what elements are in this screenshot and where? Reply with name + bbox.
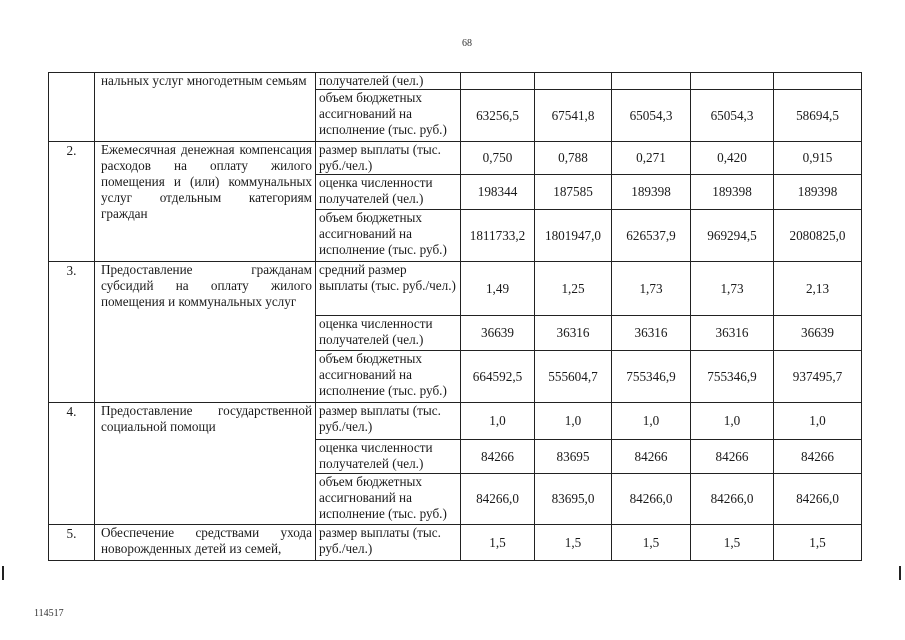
value-cell-year-4: 84266,0: [691, 474, 774, 525]
value-cell-year-4: 1,0: [691, 403, 774, 440]
measure-name: Обеспечение средствами ухода новорожденных детей из семей,: [95, 525, 316, 561]
value-cell-year-1: 36639: [461, 316, 535, 351]
value-cell-year-3: 626537,9: [612, 210, 691, 262]
value-cell-year-4: 84266: [691, 440, 774, 474]
value-cell-year-1: 1,5: [461, 525, 535, 561]
value-cell-year-3: 1,5: [612, 525, 691, 561]
value-cell-year-3: 189398: [612, 175, 691, 210]
value-cell-year-5: 2,13: [774, 262, 862, 316]
value-cell-year-4: 65054,3: [691, 90, 774, 142]
indicator-label: размер выплаты (тыс. руб./чел.): [316, 403, 461, 440]
value-cell-year-4: 755346,9: [691, 351, 774, 403]
value-cell-year-1: [461, 73, 535, 90]
value-cell-year-2: 67541,8: [535, 90, 612, 142]
item-number: 2.: [49, 142, 95, 262]
value-cell-year-3: 0,271: [612, 142, 691, 175]
indicator-label: получателей (чел.): [316, 73, 461, 90]
value-cell-year-2: [535, 73, 612, 90]
value-cell-year-2: 83695: [535, 440, 612, 474]
measure-name: Ежемесячная денежная компенсация расходов на оплату жилого помещения и (или) коммунальных услуг отдельным категориям граждан: [95, 142, 316, 262]
value-cell-year-1: 63256,5: [461, 90, 535, 142]
indicator-label: оценка численности получателей (чел.): [316, 440, 461, 474]
value-cell-year-2: 0,788: [535, 142, 612, 175]
indicator-label: объем бюджетных ассигнований на исполнение (тыс. руб.): [316, 210, 461, 262]
value-cell-year-1: 1,49: [461, 262, 535, 316]
value-cell-year-1: 664592,5: [461, 351, 535, 403]
indicator-label: объем бюджетных ассигнований на исполнение (тыс. руб.): [316, 474, 461, 525]
value-cell-year-2: 1,25: [535, 262, 612, 316]
table-row: [49, 403, 862, 440]
value-cell-year-3: 755346,9: [612, 351, 691, 403]
value-cell-year-5: 58694,5: [774, 90, 862, 142]
value-cell-year-5: 937495,7: [774, 351, 862, 403]
indicator-label: средний размер выплаты (тыс. руб./чел.): [316, 262, 461, 316]
value-cell-year-5: 2080825,0: [774, 210, 862, 262]
item-number: 3.: [49, 262, 95, 403]
value-cell-year-2: 83695,0: [535, 474, 612, 525]
table-row: [49, 142, 862, 175]
indicator-label: объем бюджетных ассигнований на исполнение (тыс. руб.): [316, 351, 461, 403]
value-cell-year-4: 1,73: [691, 262, 774, 316]
value-cell-year-2: 36316: [535, 316, 612, 351]
value-cell-year-4: 36316: [691, 316, 774, 351]
value-cell-year-5: 36639: [774, 316, 862, 351]
indicator-label: размер выплаты (тыс. руб./чел.): [316, 525, 461, 561]
value-cell-year-4: 0,420: [691, 142, 774, 175]
page-number: 68: [462, 38, 472, 49]
value-cell-year-1: 1,0: [461, 403, 535, 440]
value-cell-year-2: 1801947,0: [535, 210, 612, 262]
indicator-label: оценка численности получателей (чел.): [316, 316, 461, 351]
indicator-label: размер выплаты (тыс. руб./чел.): [316, 142, 461, 175]
table-row: [49, 262, 862, 316]
item-number: [49, 73, 95, 142]
value-cell-year-1: 1811733,2: [461, 210, 535, 262]
value-cell-year-5: 84266: [774, 440, 862, 474]
value-cell-year-3: 84266: [612, 440, 691, 474]
budget-table: [48, 72, 862, 561]
value-cell-year-3: 36316: [612, 316, 691, 351]
value-cell-year-5: [774, 73, 862, 90]
table-row: [49, 525, 862, 561]
value-cell-year-3: 1,73: [612, 262, 691, 316]
value-cell-year-5: 84266,0: [774, 474, 862, 525]
value-cell-year-2: 187585: [535, 175, 612, 210]
item-number: 5.: [49, 525, 95, 561]
value-cell-year-5: 1,5: [774, 525, 862, 561]
value-cell-year-4: 969294,5: [691, 210, 774, 262]
value-cell-year-5: 0,915: [774, 142, 862, 175]
value-cell-year-5: 1,0: [774, 403, 862, 440]
value-cell-year-1: 84266: [461, 440, 535, 474]
measure-name: Предоставление гражданам субсидий на оплату жилого помещения и коммунальных услуг: [95, 262, 316, 403]
item-number: 4.: [49, 403, 95, 525]
value-cell-year-1: 0,750: [461, 142, 535, 175]
value-cell-year-3: 84266,0: [612, 474, 691, 525]
value-cell-year-2: 1,0: [535, 403, 612, 440]
value-cell-year-2: 555604,7: [535, 351, 612, 403]
value-cell-year-2: 1,5: [535, 525, 612, 561]
value-cell-year-4: 1,5: [691, 525, 774, 561]
measure-name: нальных услуг многодетным семьям: [95, 73, 316, 142]
value-cell-year-4: [691, 73, 774, 90]
value-cell-year-3: 65054,3: [612, 90, 691, 142]
value-cell-year-5: 189398: [774, 175, 862, 210]
document-code: 114517: [34, 608, 64, 619]
value-cell-year-1: 198344: [461, 175, 535, 210]
scan-edge-mark-right: [899, 566, 901, 580]
value-cell-year-4: 189398: [691, 175, 774, 210]
scan-edge-mark-left: [2, 566, 4, 580]
value-cell-year-1: 84266,0: [461, 474, 535, 525]
measure-name: Предоставление государственной социальной помощи: [95, 403, 316, 525]
value-cell-year-3: [612, 73, 691, 90]
indicator-label: объем бюджетных ассигнований на исполнение (тыс. руб.): [316, 90, 461, 142]
table-row: [49, 73, 862, 90]
indicator-label: оценка численности получателей (чел.): [316, 175, 461, 210]
value-cell-year-3: 1,0: [612, 403, 691, 440]
